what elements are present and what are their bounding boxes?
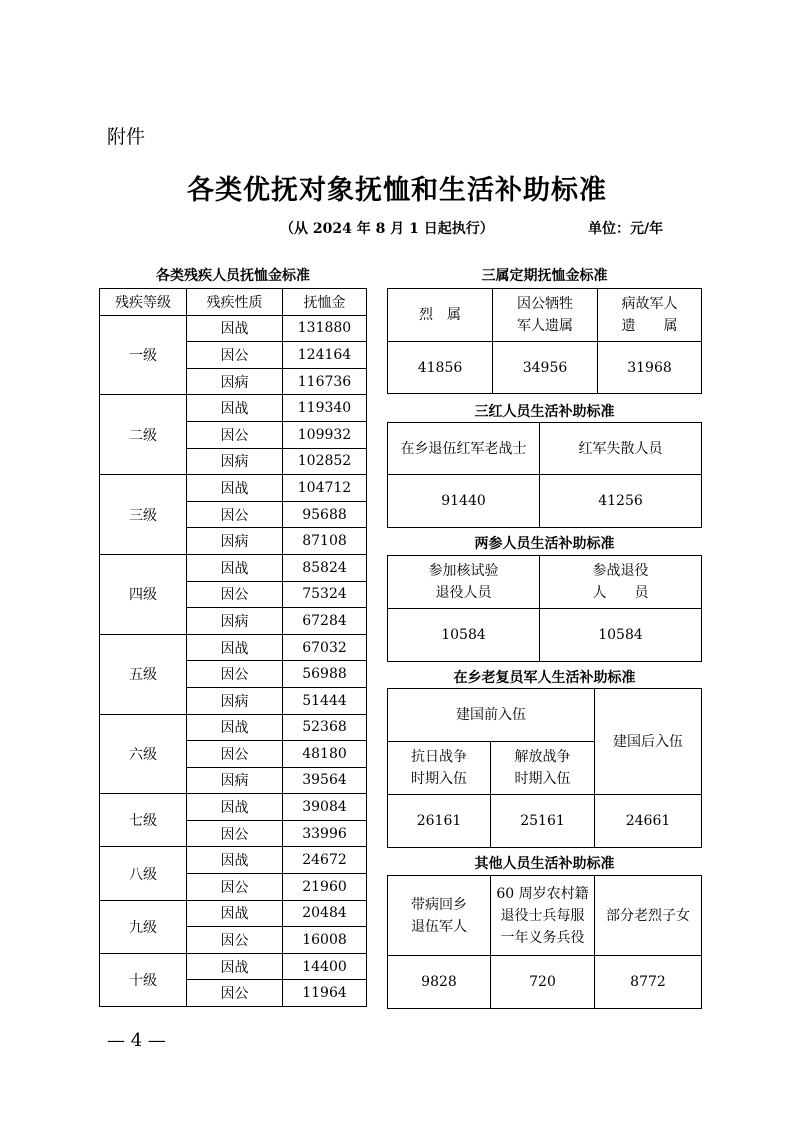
table-header-row [388,876,702,956]
header-line: 因公牺牲 [517,296,573,312]
disability-nature: 因公 [187,342,283,369]
sick-veteran-value: 9828 [388,956,491,1009]
disability-nature: 因病 [187,767,283,794]
duty-death-value: 34956 [493,342,598,394]
header-level: 残疾等级 [100,289,187,316]
disability-level: 十级 [100,953,187,1006]
header-line: 60 周岁农村籍 [496,885,589,902]
pension-amount: 119340 [283,395,367,422]
martyr-family-header: 烈 属 [388,289,493,342]
table-row [388,609,702,662]
table-row [100,554,367,581]
red-army-scattered-value: 41256 [540,475,702,528]
pension-amount: 39084 [283,794,367,821]
header-line: 抗日战争 [411,749,467,765]
disability-caption: 各类残疾人员抚恤金标准 [156,268,310,284]
pension-amount: 21960 [283,874,367,901]
pension-amount: 24672 [283,847,367,874]
pension-amount: 95688 [283,501,367,528]
disability-nature: 因公 [187,661,283,688]
illness-death-value: 31968 [598,342,702,394]
disability-level: 七级 [100,794,187,847]
disability-nature: 因病 [187,687,283,714]
disability-nature: 因公 [187,980,283,1007]
after-founding-header: 建国后入伍 [595,689,702,795]
anti-japanese-value: 26161 [388,795,491,848]
disability-level: 三级 [100,475,187,555]
table-row [100,315,367,342]
header-line: 时期入伍 [411,771,467,787]
pension-amount: 48180 [283,741,367,768]
dependents-caption: 三属定期抚恤金标准 [481,268,608,284]
table-header-row [388,423,702,475]
pension-amount: 56988 [283,661,367,688]
martyr-family-value: 41856 [388,342,493,394]
red-army-veteran-value: 91440 [388,475,540,528]
header-line: 一年义务兵役 [500,929,585,946]
pension-amount: 87108 [283,528,367,555]
pension-amount: 75324 [283,581,367,608]
nuclear-test-value: 10584 [388,609,540,662]
unit-label: 单位：元/年 [588,221,664,237]
disability-nature: 因战 [187,847,283,874]
disability-nature: 因战 [187,634,283,661]
header-line: 退伍军人 [411,918,467,935]
disability-nature: 因公 [187,874,283,901]
pension-amount: 109932 [283,421,367,448]
disability-nature: 因战 [187,475,283,502]
pension-amount: 20484 [283,900,367,927]
disability-nature: 因战 [187,714,283,741]
dependents-table [387,288,702,394]
page-title: 各类优抚对象抚恤和生活补助标准 [187,175,607,206]
header-line: 退役士兵每服 [500,907,585,924]
disability-nature: 因战 [187,900,283,927]
pension-amount: 11964 [283,980,367,1007]
table-header-row [100,289,367,316]
pension-amount: 67032 [283,634,367,661]
header-line: 参加核试验 [428,563,499,579]
disability-nature: 因战 [187,953,283,980]
martyr-children-header: 部分老烈子女 [595,876,702,956]
header-line: 军人遗属 [517,318,573,334]
two-participants-caption: 两参人员生活补助标准 [474,536,615,552]
table-row [100,900,367,927]
disability-nature: 因病 [187,368,283,395]
red-army-veteran-header: 在乡退伍红军老战士 [388,423,540,475]
pension-amount: 104712 [283,475,367,502]
pension-amount: 116736 [283,368,367,395]
red-army-caption: 三红人员生活补助标准 [474,404,615,420]
pension-amount: 67284 [283,608,367,635]
pension-amount: 52368 [283,714,367,741]
disability-nature: 因战 [187,395,283,422]
disability-level: 一级 [100,315,187,395]
effective-date: （从 2024 年 8 月 1 日起执行） [280,221,494,237]
disability-nature: 因战 [187,794,283,821]
pension-amount: 39564 [283,767,367,794]
table-row [100,475,367,502]
war-participant-header [540,556,702,609]
table-row [100,794,367,821]
attachment-label: 附件 [107,126,146,148]
disability-level: 八级 [100,847,187,900]
table-header-row [388,556,702,609]
rural-soldier-value: 720 [491,956,595,1009]
table-row [388,475,702,528]
header-nature: 残疾性质 [187,289,283,316]
after-founding-value: 24661 [595,795,702,848]
header-line: 解放战争 [514,749,571,765]
header-line: 带病回乡 [411,896,467,913]
table-row [388,795,702,848]
disability-nature: 因公 [187,927,283,954]
others-caption: 其他人员生活补助标准 [474,856,615,872]
pension-amount: 16008 [283,927,367,954]
red-army-scattered-header: 红军失散人员 [540,423,702,475]
pension-amount: 124164 [283,342,367,369]
table-header-row [388,689,702,742]
disability-level: 五级 [100,634,187,714]
war-participant-value: 10584 [540,609,702,662]
pension-amount: 14400 [283,953,367,980]
disability-nature: 因公 [187,820,283,847]
header-line: 人 员 [592,585,649,601]
red-army-table [387,422,702,528]
pension-amount: 51444 [283,687,367,714]
disability-nature: 因公 [187,741,283,768]
others-table [387,875,702,1009]
pension-amount: 102852 [283,448,367,475]
disability-level: 四级 [100,554,187,634]
disability-nature: 因病 [187,448,283,475]
disability-rows [100,315,367,1006]
disability-nature: 因公 [187,421,283,448]
disability-nature: 因战 [187,315,283,342]
header-amount: 抚恤金 [283,289,367,316]
table-row [388,956,702,1009]
page-number: — 4 — [107,1030,166,1051]
disability-nature: 因公 [187,581,283,608]
sick-veteran-header [388,876,491,956]
disability-level: 六级 [100,714,187,794]
anti-japanese-header [388,742,491,795]
table-row [100,634,367,661]
two-participants-table [387,555,702,662]
table-row [388,342,702,394]
veterans-caption: 在乡老复员军人生活补助标准 [453,670,636,686]
disability-level: 九级 [100,900,187,953]
disability-nature: 因病 [187,528,283,555]
illness-death-header [598,289,702,342]
table-row [100,953,367,980]
before-founding-header: 建国前入伍 [388,689,595,742]
liberation-war-header [491,742,595,795]
duty-death-header [493,289,598,342]
martyr-children-value: 8772 [595,956,702,1009]
header-line: 退役人员 [435,585,492,601]
veterans-table [387,688,702,848]
disability-nature: 因病 [187,608,283,635]
pension-amount: 33996 [283,820,367,847]
disability-table [99,288,367,1007]
header-line: 病故军人 [621,296,678,312]
header-line: 参战退役 [592,563,649,579]
header-line: 遗 属 [621,318,678,334]
table-row [100,395,367,422]
disability-level: 二级 [100,395,187,475]
table-header-row [388,289,702,342]
pension-amount: 85824 [283,554,367,581]
disability-nature: 因公 [187,501,283,528]
table-row [100,714,367,741]
disability-nature: 因战 [187,554,283,581]
header-line: 时期入伍 [514,771,571,787]
nuclear-test-header [388,556,540,609]
table-row [100,847,367,874]
rural-soldier-header [491,876,595,956]
pension-amount: 131880 [283,315,367,342]
liberation-war-value: 25161 [491,795,595,848]
